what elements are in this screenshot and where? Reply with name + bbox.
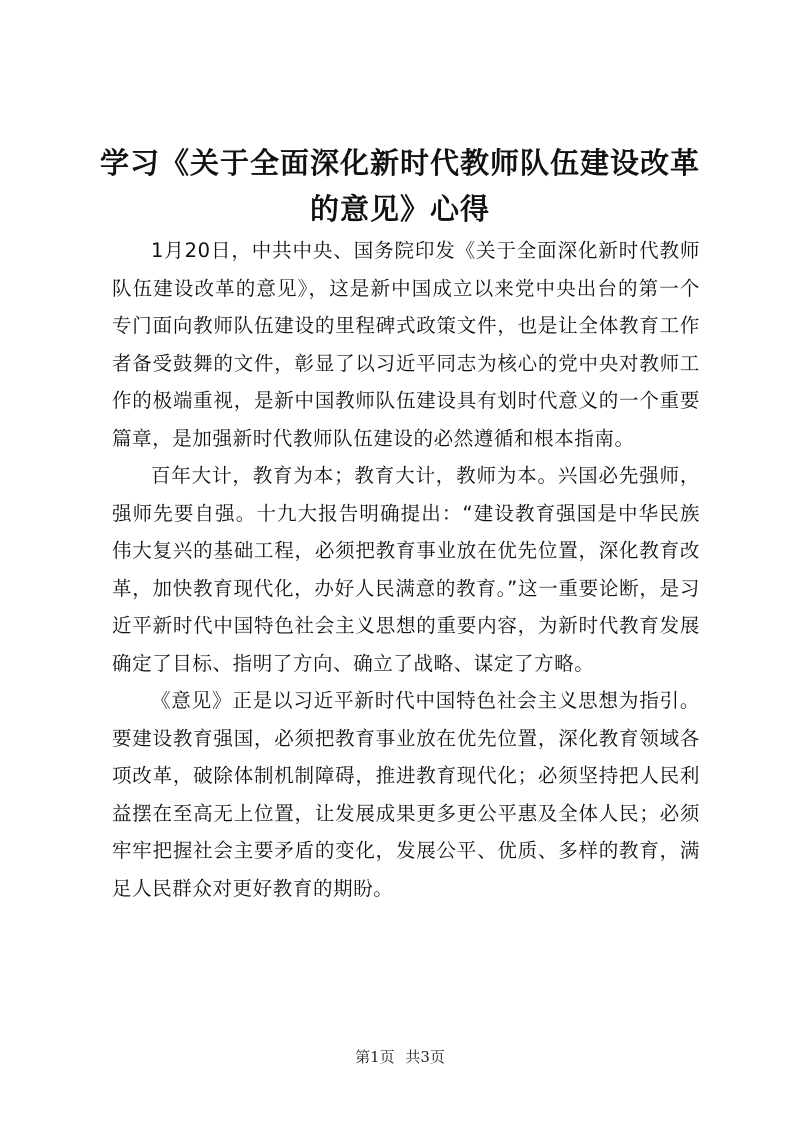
document-title-line-2: 的意见》心得 <box>309 192 490 226</box>
document-body <box>112 232 700 907</box>
paragraph-2: 百年大计，教育为本；教育大计，教师为本。兴国必先强师，强师先要自强。十九大报告明确提出：“建设教育强国是中华民族伟大复兴的基础工程，必须把教育事业放在优先位置，深化教育改革，加快教育现代化，办好人民满意的教育。”这一重要论断，是习近平新时代中国特色社会主义思想的重要内容，为新时代教育发展确定了目标、指明了方向、确立了战略、谋定了方略。 <box>112 464 700 675</box>
page-number-footer: 第1页 共3页 <box>355 1048 445 1066</box>
paragraph-3: 《意见》正是以习近平新时代中国特色社会主义思想为指引。要建设教育强国，必须把教育事业放在优先位置，深化教育领域各项改革，破除体制机制障碍，推进教育现代化；必须坚持把人民利益摆在至高无上位置，让发展成果更多更公平惠及全体人民；必须牢牢把握社会主要矛盾的变化，发展公平、优质、多样的教育，满足人民群众对更好教育的期盼。 <box>112 689 700 900</box>
document-title-line-1: 学习《关于全面深化新时代教师队伍建设改革 <box>100 146 701 180</box>
document-title <box>100 140 700 232</box>
paragraph-1: 1月20日，中共中央、国务院印发《关于全面深化新时代教师队伍建设改革的意见》，这是新中国成立以来党中央出台的第一个专门面向教师队伍建设的里程碑式政策文件，也是让全体教育工作者备受鼓舞的文件，彰显了以习近平同志为核心的党中央对教师工作的极端重视，是新中国教师队伍建设具有划时代意义的一个重要篇章，是加强新时代教师队伍建设的必然遵循和根本指南。 <box>112 239 700 450</box>
